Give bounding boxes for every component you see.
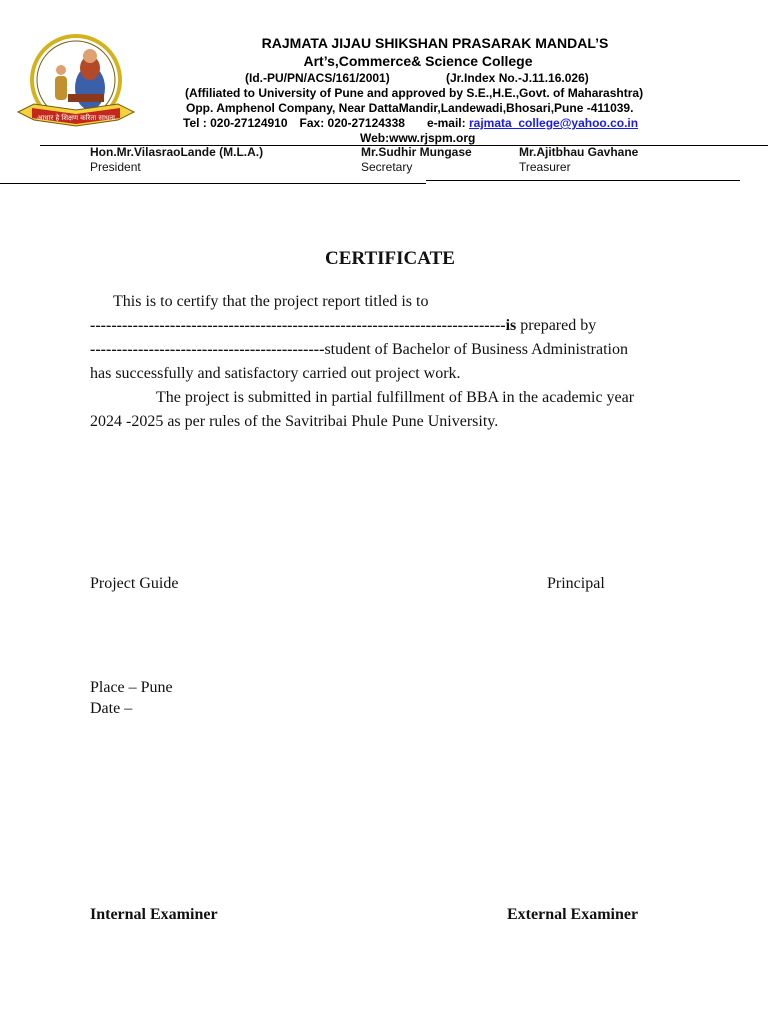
date-label: Date –	[90, 700, 133, 717]
body-line-2	[90, 314, 690, 338]
telephone: Tel : 020-27124910	[183, 116, 288, 130]
certificate-body	[90, 290, 690, 434]
header-rule-bottom-right	[426, 180, 740, 181]
email-label: e-mail:	[426, 116, 466, 130]
body-line-5: The project is submitted in partial fulfillment of BBA in the academic year	[156, 389, 635, 406]
body-line-4: has successfully and satisfactory carried out project work.	[90, 365, 461, 382]
secretary-name: Mr.Sudhir Mungase	[361, 145, 472, 159]
external-examiner-label: External Examiner	[507, 906, 639, 923]
student-blank: --------------------------------------------	[90, 341, 325, 358]
is-word: is	[505, 317, 517, 334]
org-name: RAJMATA JIJAU SHIKSHAN PRASARAK MANDAL’S	[261, 35, 609, 51]
treasurer-name: Mr.Ajitbhau Gavhane	[519, 145, 639, 159]
body-line-3	[90, 338, 690, 362]
treasurer-role: Treasurer	[519, 160, 571, 174]
contact-line	[183, 116, 638, 130]
body-line-6: 2024 -2025 as per rules of the Savitribai Phule Pune University.	[90, 413, 499, 430]
place-label: Place – Pune	[90, 679, 173, 696]
header-rule-bottom-left	[0, 183, 426, 184]
fax: Fax: 020-27124338	[299, 116, 405, 130]
address: Opp. Amphenol Company, Near DattaMandir,Landewadi,Bhosari,Pune -411039.	[186, 101, 634, 115]
affiliation: (Affiliated to University of Pune and approved by S.E.,H.E.,Govt. of Maharashtra)	[185, 86, 644, 100]
prepared-by: prepared by	[516, 317, 597, 334]
internal-examiner-label: Internal Examiner	[90, 906, 218, 923]
president-name: Hon.Mr.VilasraoLande (M.L.A.)	[90, 145, 264, 159]
student-of: student of Bachelor of Business Administration	[324, 341, 628, 358]
title-blank: ------------------------------------------------------------------------------	[90, 317, 506, 334]
jr-index: (Jr.Index No.-J.11.16.026)	[446, 71, 589, 85]
principal-label: Principal	[547, 575, 605, 592]
college-name: Art’s,Commerce& Science College	[303, 53, 533, 69]
certificate-title: CERTIFICATE	[325, 248, 455, 269]
website: Web:www.rjspm.org	[360, 131, 476, 145]
body-line-1: This is to certify that the project report titled is to	[113, 293, 429, 310]
project-guide-label: Project Guide	[90, 575, 179, 592]
secretary-role: Secretary	[361, 160, 413, 174]
college-id: (Id.-PU/PN/ACS/161/2001)	[245, 71, 390, 85]
svg-text:आधार हे शिक्षण करिता साधना: आधार हे शिक्षण करिता साधना	[37, 114, 115, 122]
president-role: President	[90, 160, 141, 174]
email-link[interactable]: rajmata_college@yahoo.co.in	[468, 116, 639, 130]
